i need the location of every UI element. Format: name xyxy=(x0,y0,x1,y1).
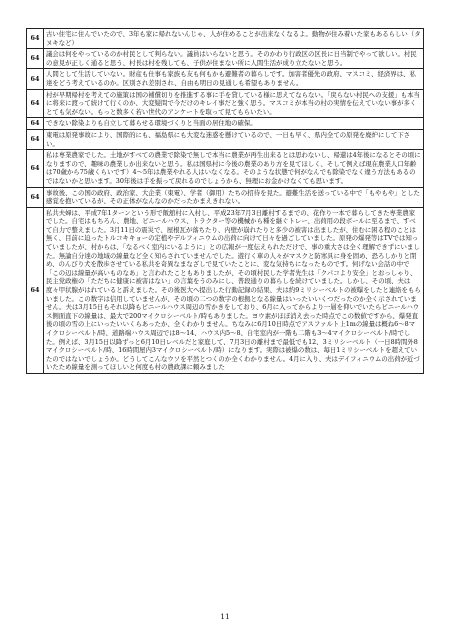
table-row xyxy=(27,29,424,49)
row-number: 64 xyxy=(27,187,44,207)
row-text: 私は専業農家でした。土地がすべての農業で除染で無しで本当に農業が再生出来るとは思わないし、帰還は4年後になるとその頃になりますので、趣味の農業しか出来ないと思う。私は国県村に今後の農業のあり方を見てほしく、そして例えば現在農業人口年齢は70歳から75歳くらいです）4〜5年は農業やれる人はいなくなる。そのような状態で何がなんでも除染でなく違う方法もあるのではないかと思います。30年後は手を振って戻れるのでしょうから、無理にお金かけなくても思います。 xyxy=(44,150,424,187)
table-row xyxy=(27,207,424,373)
table-row xyxy=(27,89,424,118)
row-text: 村が早期帰村を考えての施策は国の補償切りを推進する事に手を貸している様に思えてならない。「戻らない村民への支援」も本当に将来に渡って続けて行くのか、大変疑問で今だけのキレイ事だと強く思う。マスコミが本当の村の実情を伝えていない事が多くとても気がない。もっと数多く若い世代のアンケートを取って見てもらいたい。 xyxy=(44,89,424,118)
row-number: 64 xyxy=(27,129,44,149)
row-number: 64 xyxy=(27,49,44,69)
row-number: 64 xyxy=(27,150,44,187)
row-number: 64 xyxy=(27,89,44,118)
table-row xyxy=(27,69,424,89)
row-number: 64 xyxy=(27,29,44,49)
row-number: 64 xyxy=(27,207,44,373)
table-row xyxy=(27,49,424,69)
row-text: 人間として生活していない。財産も仕事も家族も友も何もかも避難者の暮らしです。加害者優先の政府、マスコミ、経済界は、私達をどう考えているのか。区別され差別され、自由も明日の見通しも希望もありません。 xyxy=(44,69,424,89)
page-number: 11 xyxy=(220,612,230,621)
row-text: 私共夫婦は、平成7年1ターンという形で飯舘村に入村し、平成23年7月3日離村するまでの、花作り一本で暮らしてきた専業農家でした。自宅はもちろん、農地、ビニールハウス、トラクター等の機械から種を継ぐトレー、出荷用の段ボールに至るまで、すべて自力で整えました。3月11日の震災で、屋根瓦が落ちたり、内壁が崩れたりと多少の被害は出ましたが、住むに困る程のことは無く、目前に迫ったトルコキキョーの定植やデルフィニウムの出荷に向けて日々を過ごしていました。原発の爆発等はTVでは知っていましたが、村からは、「なるべく室内にいるように」との広報が一度伝えられただけで、事の重大さは全く理解できずにいました。無論自分達の地域の線量など全く知らされていませんでした。遊行く車の人々がマスクと防寒具に身を固め、恐ろしかりと閉め、のんびり犬を散歩させている私共を奇異なまなざしで見ていたことに、変な気持ちになったものです。何げない会話の中で「この辺は線量が高いものなあ」と言われたこともありましたが、その頃村民した学者先生は「クパコより安全」とおっしゃり、民主党政権の「ただちに健康に被害はない」の言葉をうのみにし、普段通りの暮らしを続けていました。しかし、その頃、夫は度々甲状腺がはれていると訴えました。その後医大へ提出した行動記録の結果、夫は約9ミリシーベルトの被曝をしたと連絡をもらいました。この数字は信用していませんが、その頃の二つの数字の根拠となる線量はいったいいくつだったのか全く示されていません。夫は3月15日もそれ以降もビニールハウス周辺の雪かきをしており、6月に入ってからより一層を仰いでいたらビニールハウス側面直下の線量は、最大で200マイクロシーベルト/時もありました。ヨウ素がほぼ消え去った時点でこの数値ですから、爆発直後の頃の雪の上にいったいいくらあったか、全くわかりません。ちなみに6月10日時点でアスファルト上1mの線量は概ね6〜8マイクロシーベルト/時、道路端ハウス周辺では8〜14、ハウス内5〜8、自宅室内が一階も二階も3〜4マイクロシーベルト/時でした。例えば、3月15日以降ずっと6月10日レベルだと家庭して、7月3日の離村まで最低でも12、3ミリシーベルト（一日8時間外8マイクロシーベルト/時、16時間屋内3マイクロシーベルト/時）になります。実際は被爆の数は、毎日1ミリシーベルトを超えていたのではないでしょうか。どうしてこんなウソを平然とつくのか全くわかりません。4月に入り、夫はデイフィニウムの出荷が近づいたため線量を測ってほしいと何度も村の農政課に頼みました xyxy=(44,207,424,373)
row-text: 事故後、この国の政府、政治家、大企業（東電）、学者（御用）たちの招待を見た。避難生活を送っている中で「もやもや」とした感覚を抱いているが、その正体がなんなのかだったかまえきれない。 xyxy=(44,187,424,207)
row-text: 議会は何をやっているのか村民として判らない。議員はいらないと思う。そのかわり行政区の区長に日当制でやって欲しい。村民の意見が正しく通ると思う、村長は村を残しても、子供が住まない所に人間生活が成り立たないと思う。 xyxy=(44,49,424,69)
comment-table xyxy=(26,28,424,374)
table-row xyxy=(27,187,424,207)
row-number: 64 xyxy=(27,69,44,89)
table-row xyxy=(27,129,424,149)
row-text: 古い住宅に住んでいたので、3年も家に帰れないんじゃ、人が住めることが出来なくなるよ。動物が住み着いた家もあるらしい（タヌキなど） xyxy=(44,29,424,49)
row-text: 東電は原発事故により、国際的にも、福島県にも大変な迷惑を懸けているので、一日も早く、県内全ての原発を廃炉にして下さい。 xyxy=(44,129,424,149)
row-text: できない除染よりも自立して暮らせる環境づくりと当面の居住地の確保。 xyxy=(44,118,424,130)
table-row xyxy=(27,150,424,187)
row-number: 64 xyxy=(27,118,44,130)
comment-rows xyxy=(27,29,424,374)
table-row xyxy=(27,118,424,130)
